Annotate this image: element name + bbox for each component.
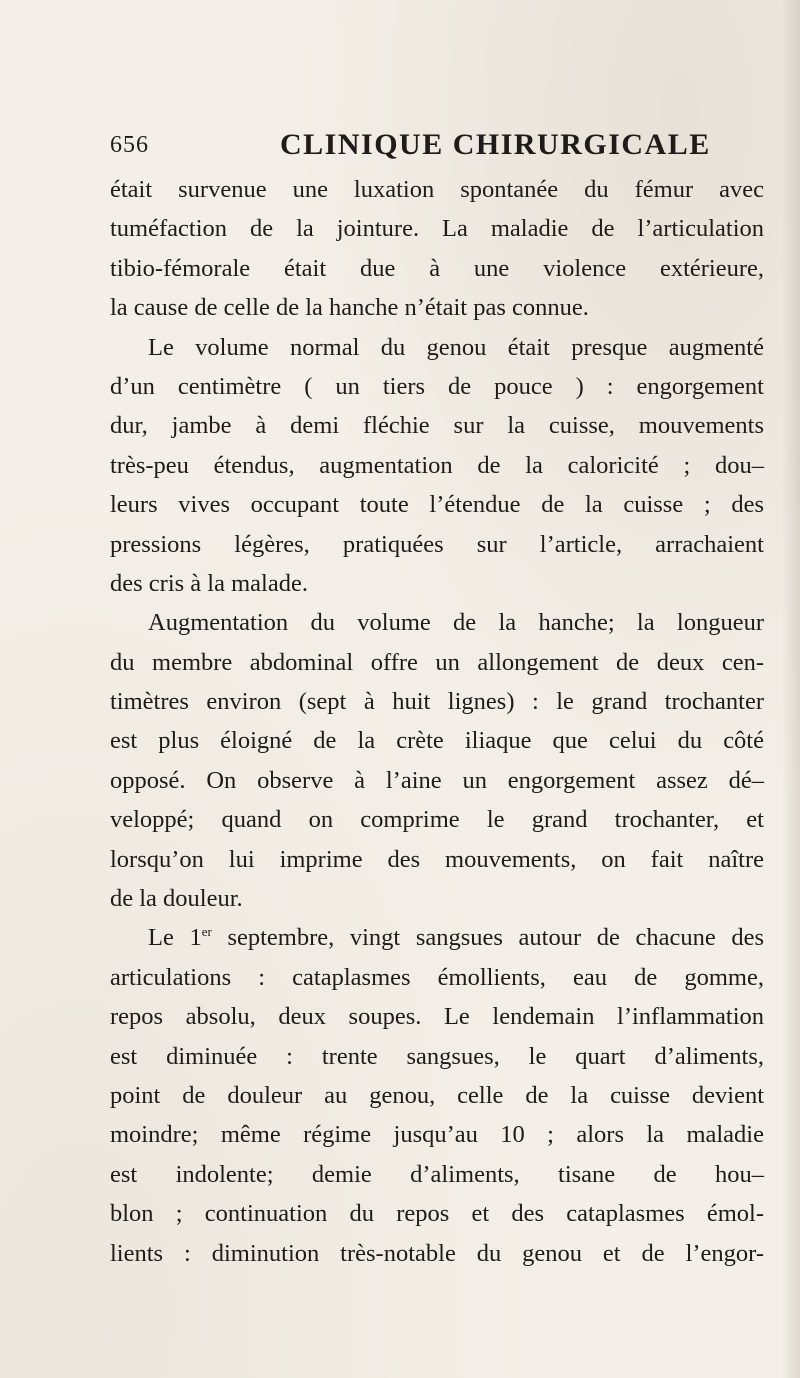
text-line: articulations : cataplasmes émollients, eau de gomme, <box>110 963 764 991</box>
text-line: repos absolu, deux soupes. Le lendemain l’inflammation <box>110 1003 764 1031</box>
text-line: lorsqu’on lui imprime des mouvements, on fait naître <box>110 845 764 873</box>
text-line: opposé. On observe à l’aine un engorgement assez dé– <box>110 766 764 794</box>
text-line: pressions légères, pratiquées sur l’article, arrachaient <box>110 530 764 558</box>
text-line: Le volume normal du genou était presque augmenté <box>148 333 764 361</box>
text-line: de la douleur. <box>110 885 243 913</box>
page-number: 656 <box>110 132 149 158</box>
body-text <box>110 170 764 1273</box>
text-line <box>110 918 764 957</box>
text-line: Augmentation du volume de la hanche; la longueur <box>148 609 764 637</box>
date-prefix: Le 1 <box>148 924 202 952</box>
text-line: très-peu étendus, augmentation de la caloricité ; dou– <box>110 451 764 479</box>
text-line: lients : diminution très-notable du genou et de l’engor- <box>110 1239 764 1267</box>
text-line: moindre; même régime jusqu’au 10 ; alors la maladie <box>110 1121 764 1149</box>
text-line: des cris à la malade. <box>110 569 308 597</box>
text-line-rest: septembre, vingt sangsues autour de chacune des <box>227 924 765 952</box>
text-line: veloppé; quand on comprime le grand trochanter, et <box>110 806 764 834</box>
text-line: d’un centimètre ( un tiers de pouce ) : engorgement <box>110 372 764 400</box>
text-line: dur, jambe à demi fléchie sur la cuisse, mouvements <box>110 412 764 440</box>
running-title: CLINIQUE CHIRURGICALE <box>280 128 711 161</box>
text-line: du membre abdominal offre un allongement de deux cen- <box>110 648 764 676</box>
text-line: est diminuée : trente sangsues, le quart d’aliments, <box>110 1042 764 1070</box>
ordinal-superscript: er <box>201 924 212 940</box>
text-line: est plus éloigné de la crète iliaque que celui du côté <box>110 727 764 755</box>
page-edge-shadow <box>782 0 800 1378</box>
text-line: tibio-fémorale était due à une violence extérieure, <box>110 254 764 282</box>
text-line: était survenue une luxation spontanée du fémur avec <box>110 176 764 203</box>
text-line: leurs vives occupant toute l’étendue de la cuisse ; des <box>110 491 764 519</box>
text-line: timètres environ (sept à huit lignes) : le grand trochanter <box>110 688 764 716</box>
page-header <box>110 128 760 168</box>
text-line: tuméfaction de la jointure. La maladie de l’articulation <box>110 215 764 243</box>
text-line: est indolente; demie d’aliments, tisane de hou– <box>110 1160 764 1188</box>
text-line: la cause de celle de la hanche n’était pas connue. <box>110 294 589 322</box>
text-line: point de douleur au genou, celle de la cuisse devient <box>110 1081 764 1109</box>
text-line: blon ; continuation du repos et des cataplasmes émol- <box>110 1200 764 1228</box>
